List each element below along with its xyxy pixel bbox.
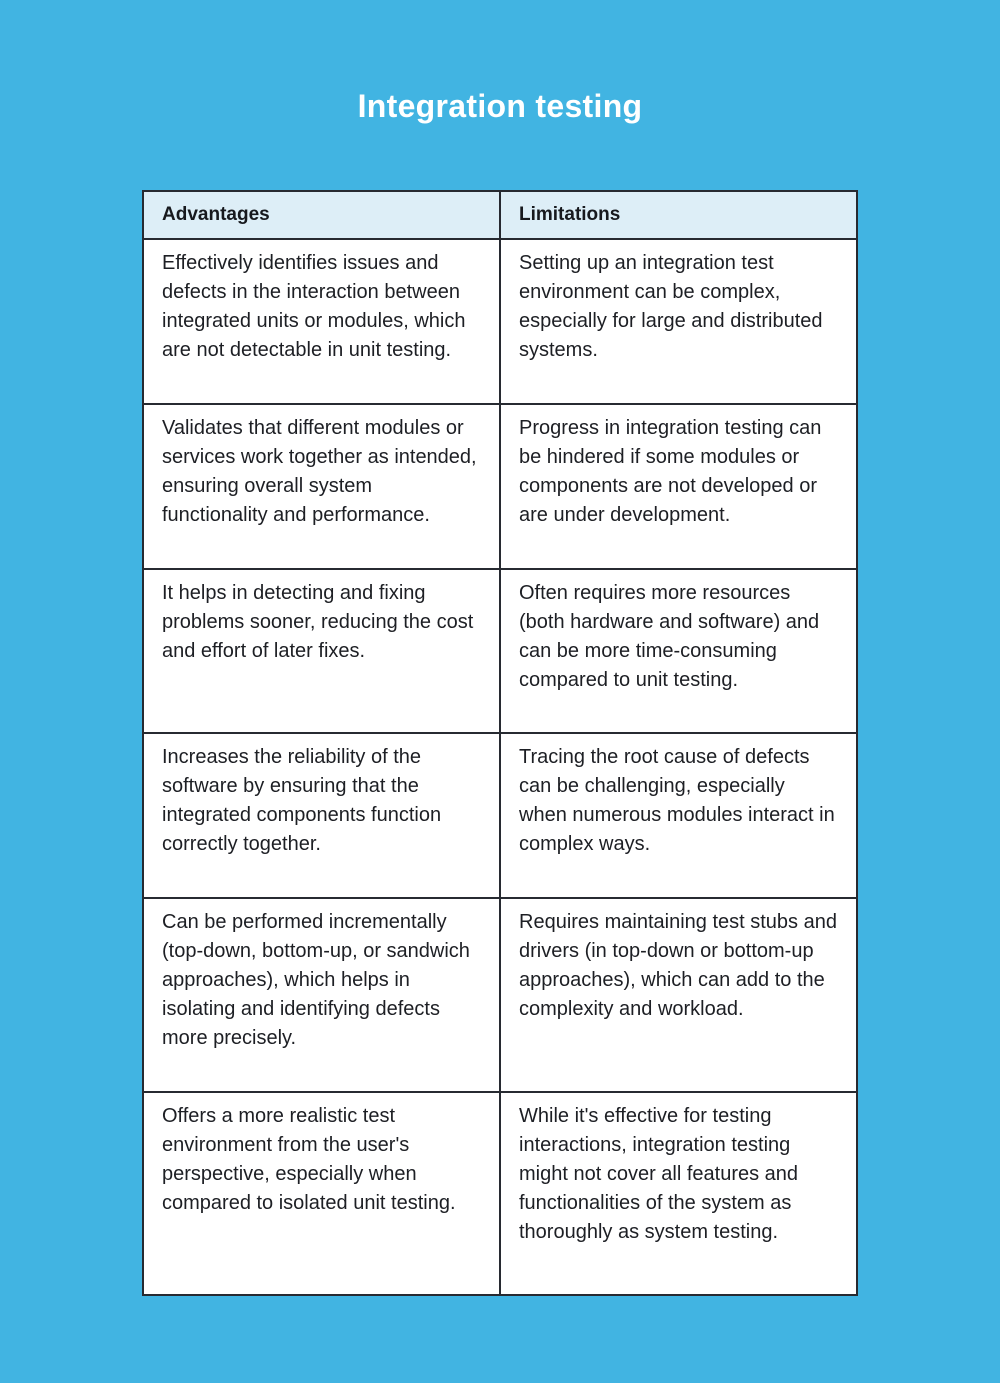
advantage-cell: Can be performed incrementally (top-down, bottom-up, or sandwich approaches), which helps in isolating and identifying defects more precisely. bbox=[143, 898, 500, 1092]
table-row bbox=[143, 404, 857, 569]
advantage-cell: Effectively identifies issues and defects in the interaction between integrated units or modules, which are not detectable in unit testing. bbox=[143, 239, 500, 404]
limitation-cell: While it's effective for testing interactions, integration testing might not cover all features and functionalities of the system as thoroughly as system testing. bbox=[500, 1092, 857, 1295]
limitation-cell: Tracing the root cause of defects can be challenging, especially when numerous modules interact in complex ways. bbox=[500, 733, 857, 898]
table-row bbox=[143, 898, 857, 1092]
limitation-cell: Setting up an integration test environment can be complex, especially for large and distributed systems. bbox=[500, 239, 857, 404]
limitations-column-header: Limitations bbox=[500, 191, 857, 239]
page-title: Integration testing bbox=[357, 88, 643, 124]
comparison-table bbox=[142, 190, 858, 1296]
table-row bbox=[143, 733, 857, 898]
advantages-column-header: Advantages bbox=[143, 191, 500, 239]
advantage-cell: Increases the reliability of the software by ensuring that the integrated components function correctly together. bbox=[143, 733, 500, 898]
limitation-cell: Often requires more resources (both hardware and software) and can be more time-consuming compared to unit testing. bbox=[500, 569, 857, 733]
table-row bbox=[143, 569, 857, 733]
advantage-cell: It helps in detecting and fixing problems sooner, reducing the cost and effort of later fixes. bbox=[143, 569, 500, 733]
table-header-row bbox=[143, 191, 857, 239]
limitation-cell: Requires maintaining test stubs and drivers (in top-down or bottom-up approaches), which can add to the complexity and workload. bbox=[500, 898, 857, 1092]
advantage-cell: Offers a more realistic test environment from the user's perspective, especially when compared to isolated unit testing. bbox=[143, 1092, 500, 1295]
advantage-cell: Validates that different modules or services work together as intended, ensuring overall system functionality and performance. bbox=[143, 404, 500, 569]
table-row bbox=[143, 1092, 857, 1295]
limitation-cell: Progress in integration testing can be hindered if some modules or components are not developed or are under development. bbox=[500, 404, 857, 569]
table-row bbox=[143, 239, 857, 404]
